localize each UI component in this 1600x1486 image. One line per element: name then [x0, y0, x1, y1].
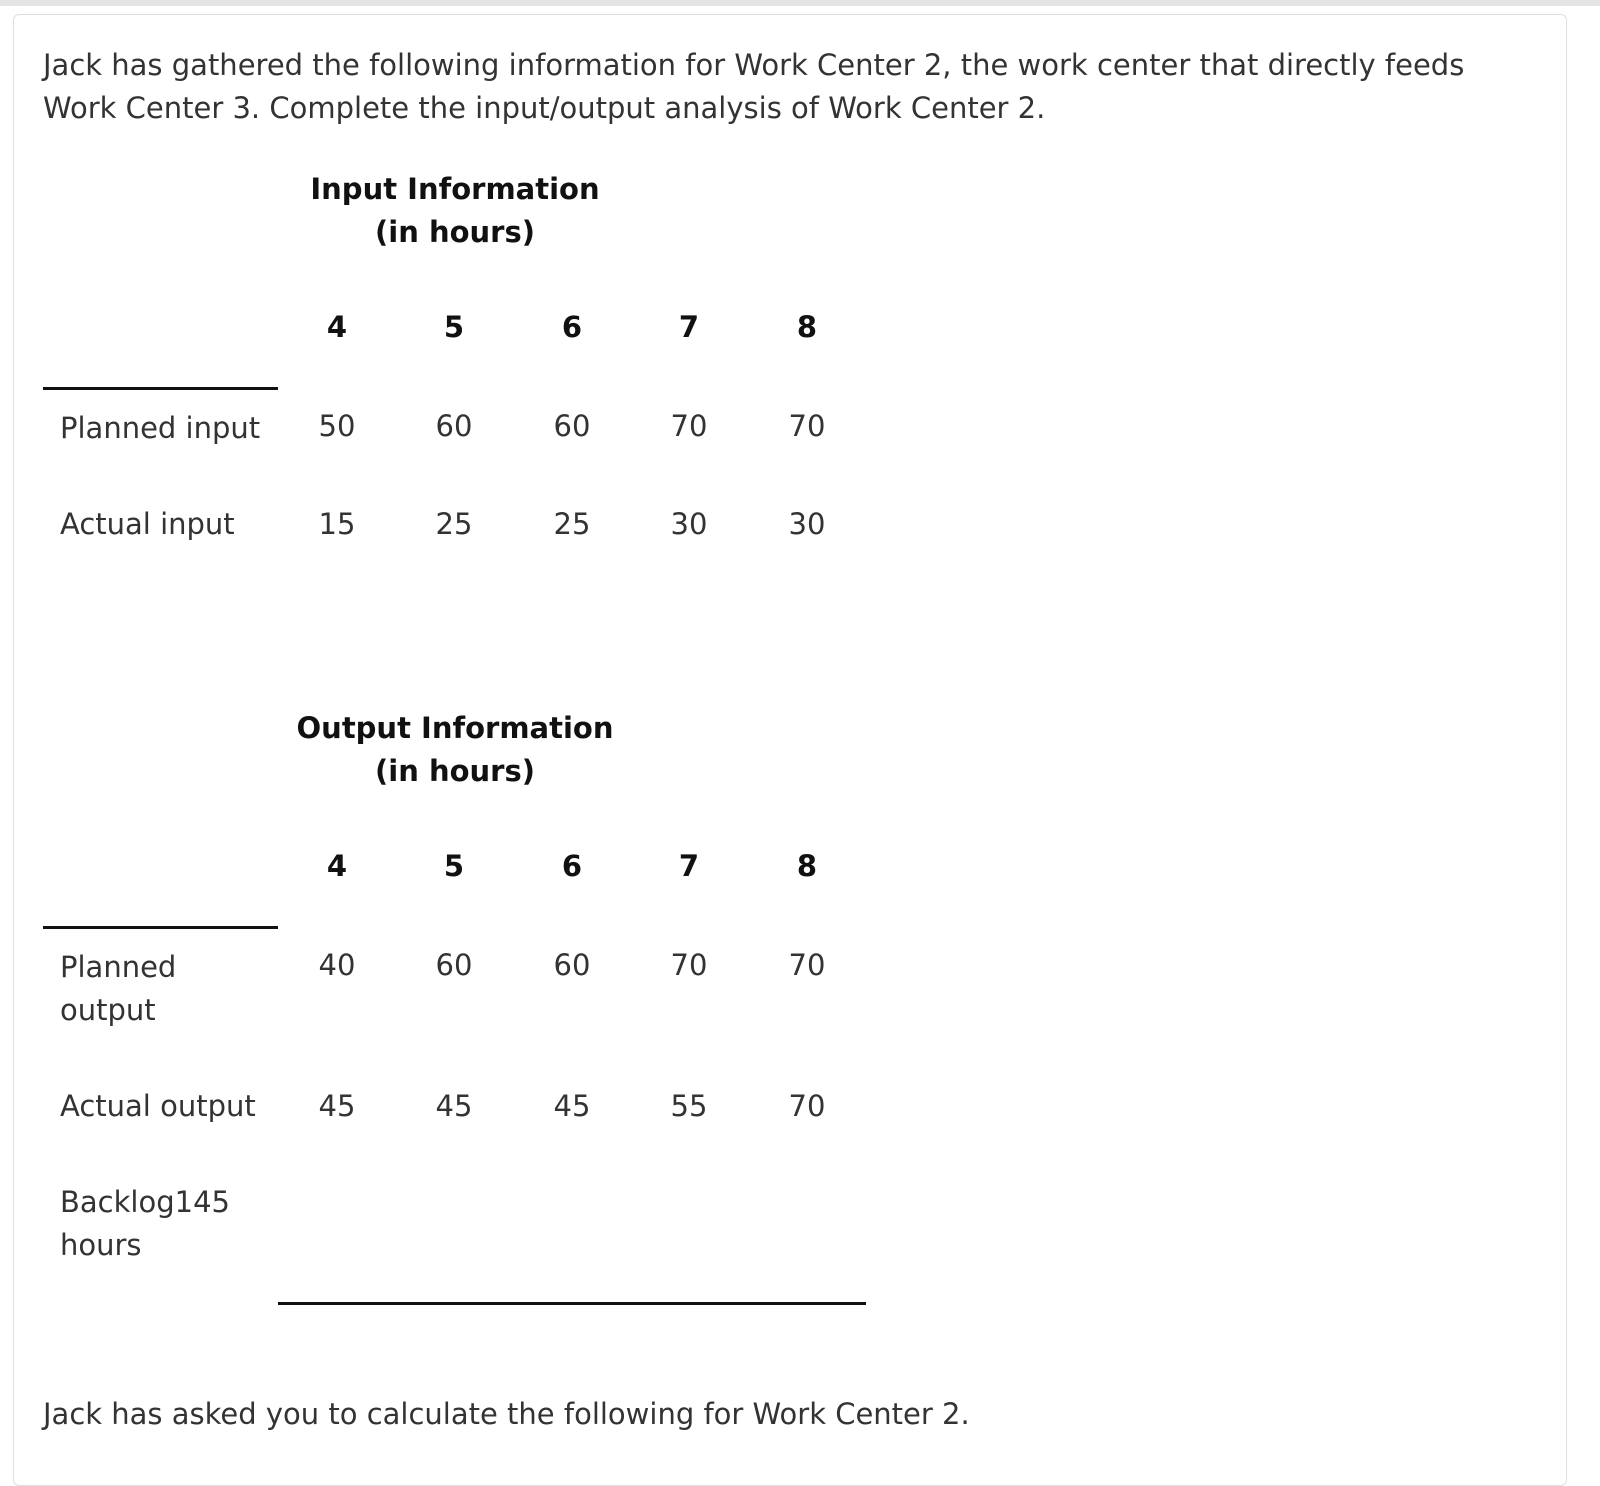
question-followup-text: Jack has asked you to calculate the following for Work Center 2. — [43, 1397, 970, 1431]
top-border — [0, 0, 1600, 6]
output-period-header: 8 — [796, 849, 818, 883]
output-title-line2: (in hours) — [375, 754, 535, 788]
output-title-line1: Output Information — [296, 711, 614, 745]
table-cell: 25 — [435, 507, 473, 541]
table-cell: 45 — [435, 1089, 473, 1123]
input-period-header: 6 — [561, 310, 583, 344]
table-cell: 25 — [553, 507, 591, 541]
output-period-header: 5 — [443, 849, 465, 883]
table-cell: 40 — [318, 948, 356, 982]
table-cell: 70 — [670, 948, 708, 982]
table-cell: 60 — [435, 409, 473, 443]
table-cell: 70 — [670, 409, 708, 443]
planned-output-line1: Planned — [60, 950, 177, 984]
row-label-actual-input: Actual input — [60, 507, 235, 541]
table-cell: 50 — [318, 409, 356, 443]
table-bottom-rule — [278, 1302, 866, 1305]
table-cell: 60 — [435, 948, 473, 982]
table-cell: 30 — [670, 507, 708, 541]
output-period-header: 4 — [326, 849, 348, 883]
table-cell: 45 — [318, 1089, 356, 1123]
input-period-header: 4 — [326, 310, 348, 344]
input-period-header: 7 — [678, 310, 700, 344]
input-period-header: 5 — [443, 310, 465, 344]
row-label-actual-output: Actual output — [60, 1089, 256, 1123]
table-cell: 45 — [553, 1089, 591, 1123]
input-title-line2: (in hours) — [375, 215, 535, 249]
output-period-header: 6 — [561, 849, 583, 883]
table-cell: 60 — [553, 948, 591, 982]
table-cell: 70 — [788, 948, 826, 982]
backlog-line2: hours — [60, 1228, 142, 1262]
question-intro-text: Jack has gathered the following information for Work Center 2, the work center that directly feeds Work Center 3. Complete the input/output analysis of Work Center 2. — [43, 48, 1465, 125]
backlog-line1: Backlog145 — [60, 1185, 230, 1219]
table-cell: 60 — [553, 409, 591, 443]
row-label-backlog — [60, 1181, 270, 1267]
input-table-title — [245, 168, 665, 254]
table-cell: 15 — [318, 507, 356, 541]
output-period-header: 7 — [678, 849, 700, 883]
input-header-rule — [43, 387, 278, 390]
row-label-planned-input: Planned input — [60, 411, 261, 445]
input-title-line1: Input Information — [310, 172, 600, 206]
output-header-rule — [43, 926, 278, 929]
output-table-title — [245, 707, 665, 793]
table-cell: 70 — [788, 409, 826, 443]
planned-output-line2: output — [60, 993, 156, 1027]
table-cell: 55 — [670, 1089, 708, 1123]
table-cell: 70 — [788, 1089, 826, 1123]
input-period-header: 8 — [796, 310, 818, 344]
row-label-planned-output — [60, 946, 270, 1032]
table-cell: 30 — [788, 507, 826, 541]
